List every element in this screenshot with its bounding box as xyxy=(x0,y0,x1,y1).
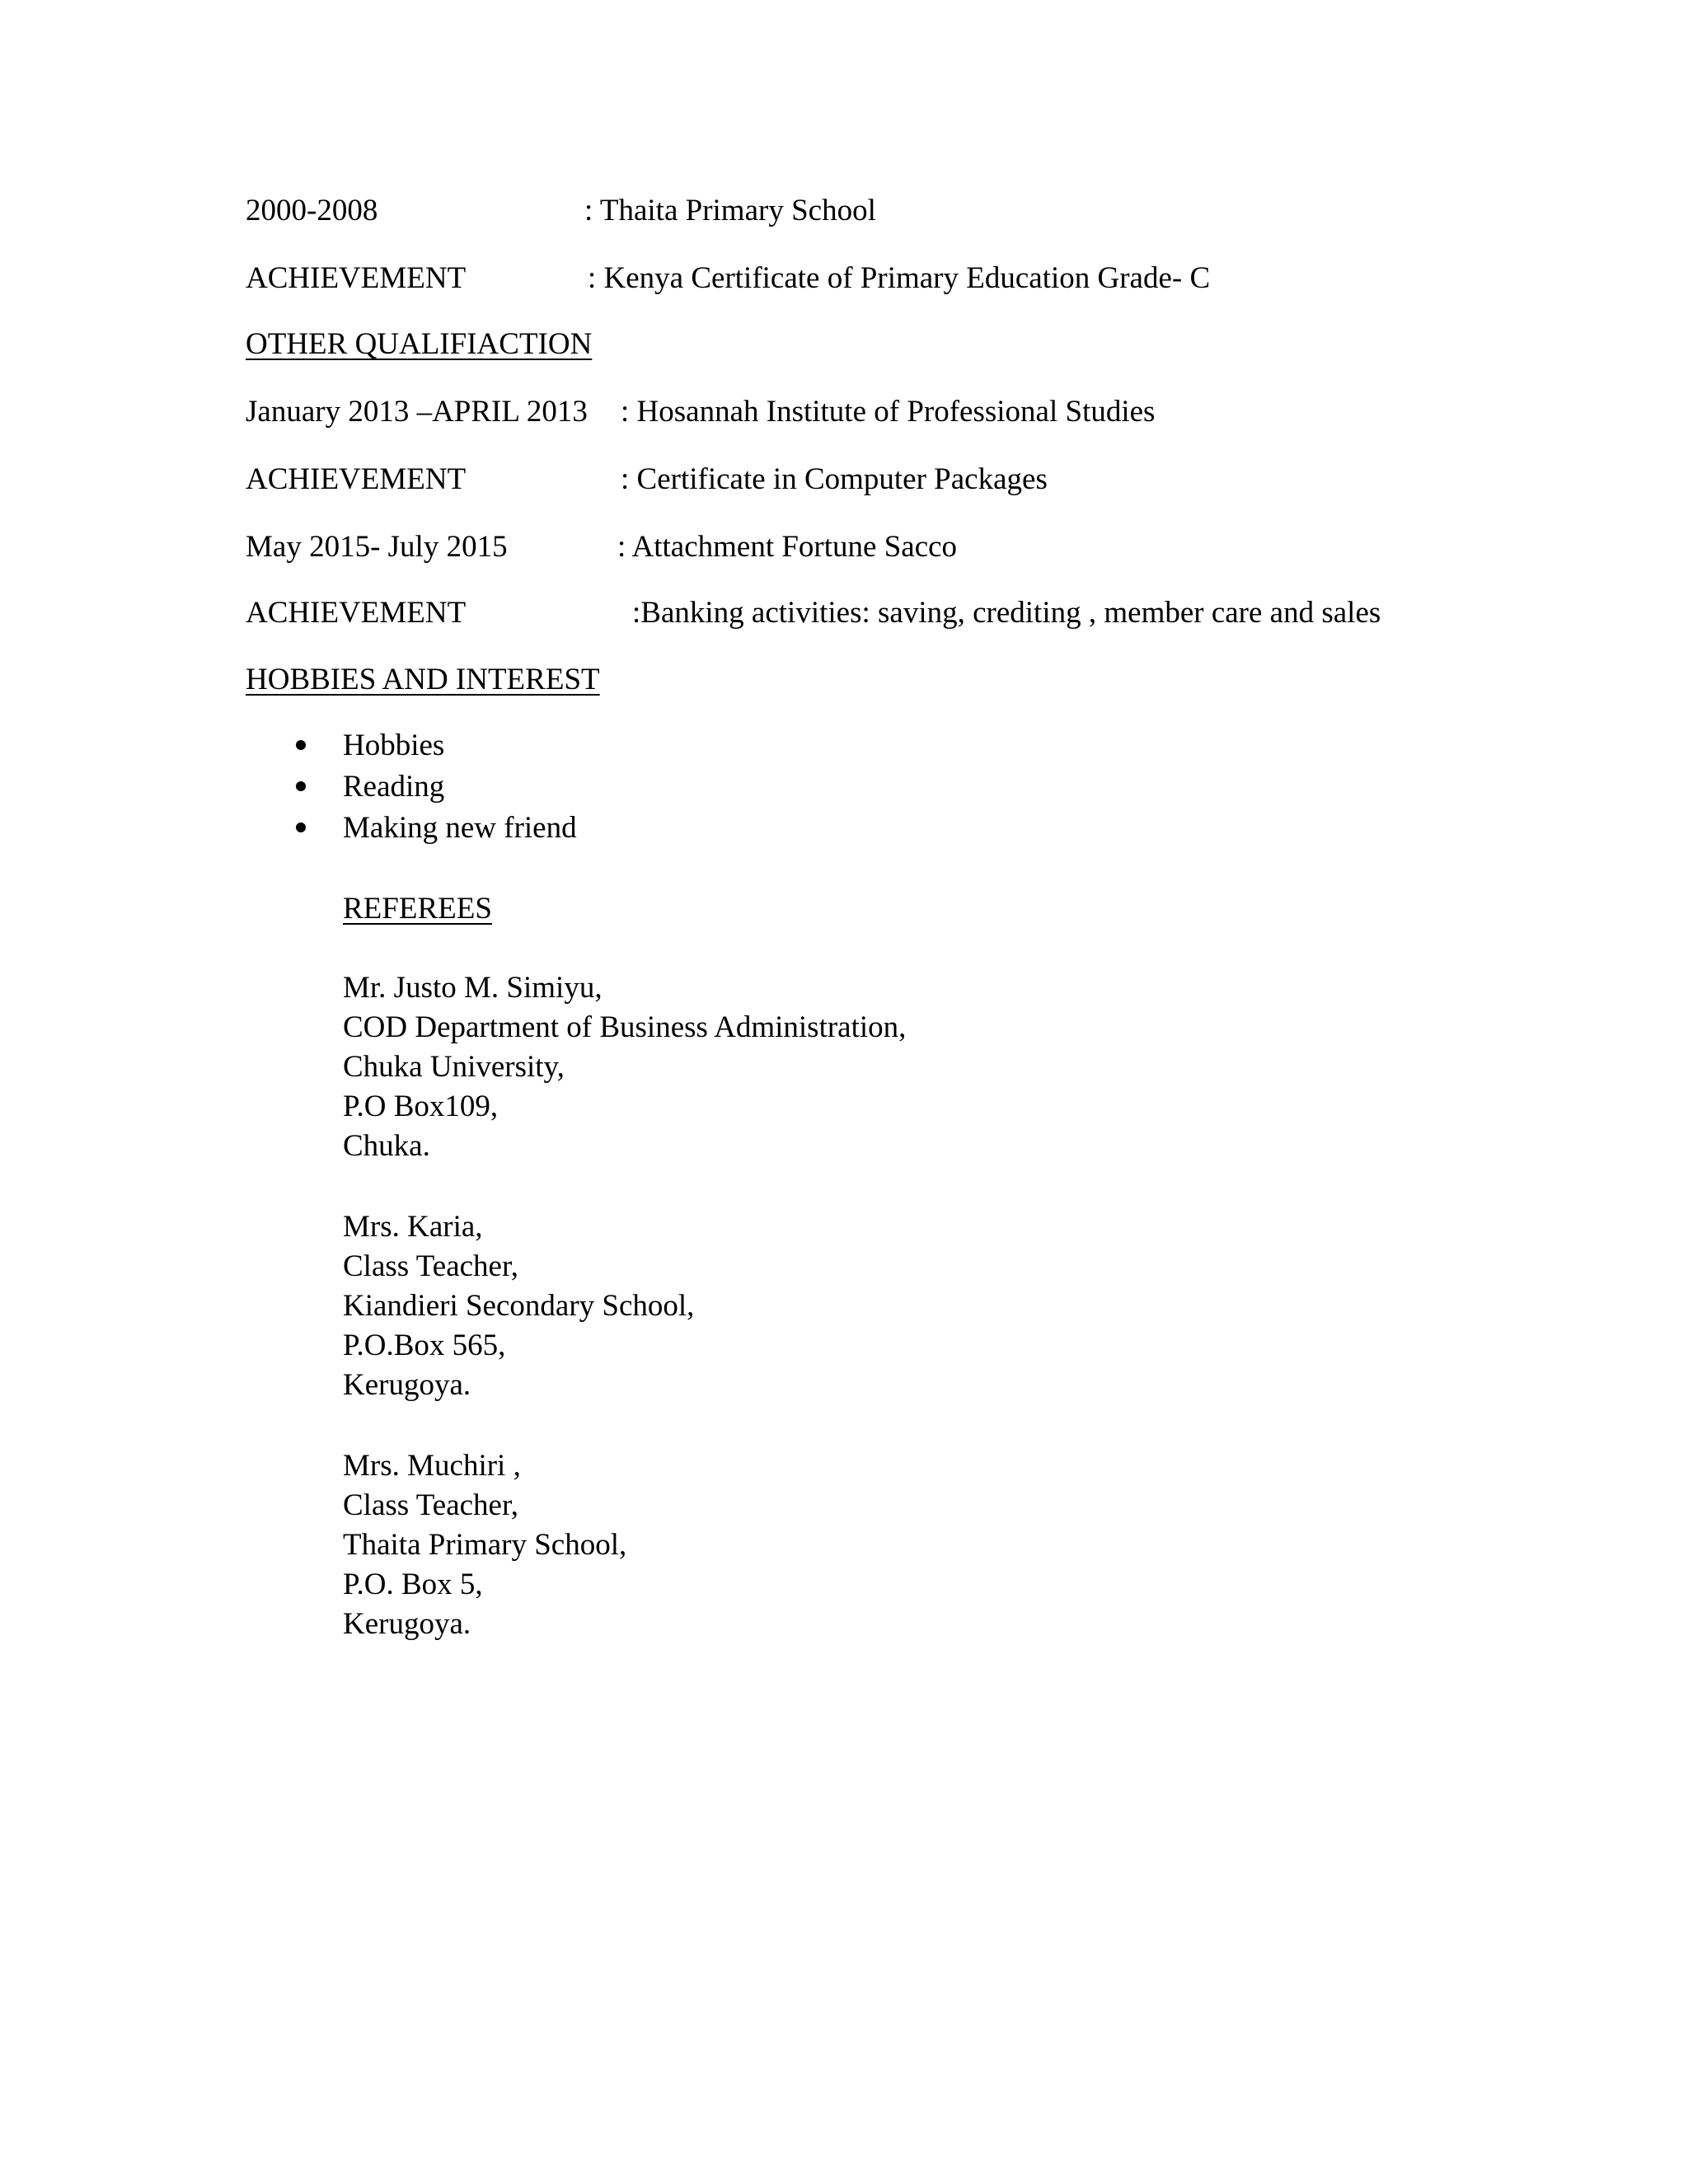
attachment-period: May 2015- July 2015 xyxy=(246,530,508,564)
referee-town: Kerugoya. xyxy=(343,1368,471,1402)
referee-name: Mrs. Karia, xyxy=(343,1210,483,1244)
referees-heading: REFEREES xyxy=(343,892,492,926)
qualification-achievement-value: : Certificate in Computer Packages xyxy=(621,462,1048,496)
referee-block xyxy=(343,972,906,1170)
attachment-place: : Attachment Fortune Sacco xyxy=(617,530,958,564)
qualification-institution: : Hosannah Institute of Professional Studies xyxy=(621,395,1156,429)
bullet-icon xyxy=(296,823,306,832)
hobbies-list xyxy=(0,730,1688,854)
hobby-text: Reading xyxy=(343,770,445,804)
referee-address: P.O. Box 5, xyxy=(343,1568,483,1601)
education-achievement-label: ACHIEVEMENT xyxy=(246,261,467,295)
referee-town: Chuka. xyxy=(343,1129,430,1163)
education-achievement-value: : Kenya Certificate of Primary Education Grade- C xyxy=(588,261,1211,295)
qualification-achievement-label: ACHIEVEMENT xyxy=(246,462,467,496)
other-qualification-heading: OTHER QUALIFIACTION xyxy=(246,327,593,361)
attachment-achievement-value: :Banking activities: saving, crediting , member care and sales xyxy=(632,596,1381,630)
education-period: 2000-2008 xyxy=(246,194,378,227)
education-school: : Thaita Primary School xyxy=(584,194,876,227)
referee-town: Kerugoya. xyxy=(343,1607,471,1641)
referee-address: P.O Box109, xyxy=(343,1090,499,1123)
attachment-achievement-label: ACHIEVEMENT xyxy=(246,596,467,630)
referee-block xyxy=(343,1212,694,1409)
list-item xyxy=(0,730,1688,771)
referee-address: P.O.Box 565, xyxy=(343,1329,506,1362)
list-item xyxy=(0,813,1688,854)
referee-title: Class Teacher, xyxy=(343,1488,519,1522)
hobbies-heading: HOBBIES AND INTEREST xyxy=(246,663,600,696)
referee-institution: Thaita Primary School, xyxy=(343,1528,627,1562)
hobby-text: Making new friend xyxy=(343,811,577,845)
referee-title: Class Teacher, xyxy=(343,1249,519,1283)
referee-block xyxy=(343,1451,626,1648)
referee-name: Mr. Justo M. Simiyu, xyxy=(343,971,603,1005)
list-item xyxy=(0,771,1688,813)
qualification-period: January 2013 –APRIL 2013 xyxy=(246,395,588,429)
referee-title: COD Department of Business Administration, xyxy=(343,1010,907,1044)
bullet-icon xyxy=(296,740,306,750)
bullet-icon xyxy=(296,781,306,791)
referee-institution: Kiandieri Secondary School, xyxy=(343,1289,695,1323)
referee-name: Mrs. Muchiri , xyxy=(343,1449,521,1483)
referee-institution: Chuka University, xyxy=(343,1050,565,1084)
hobby-text: Hobbies xyxy=(343,729,445,762)
